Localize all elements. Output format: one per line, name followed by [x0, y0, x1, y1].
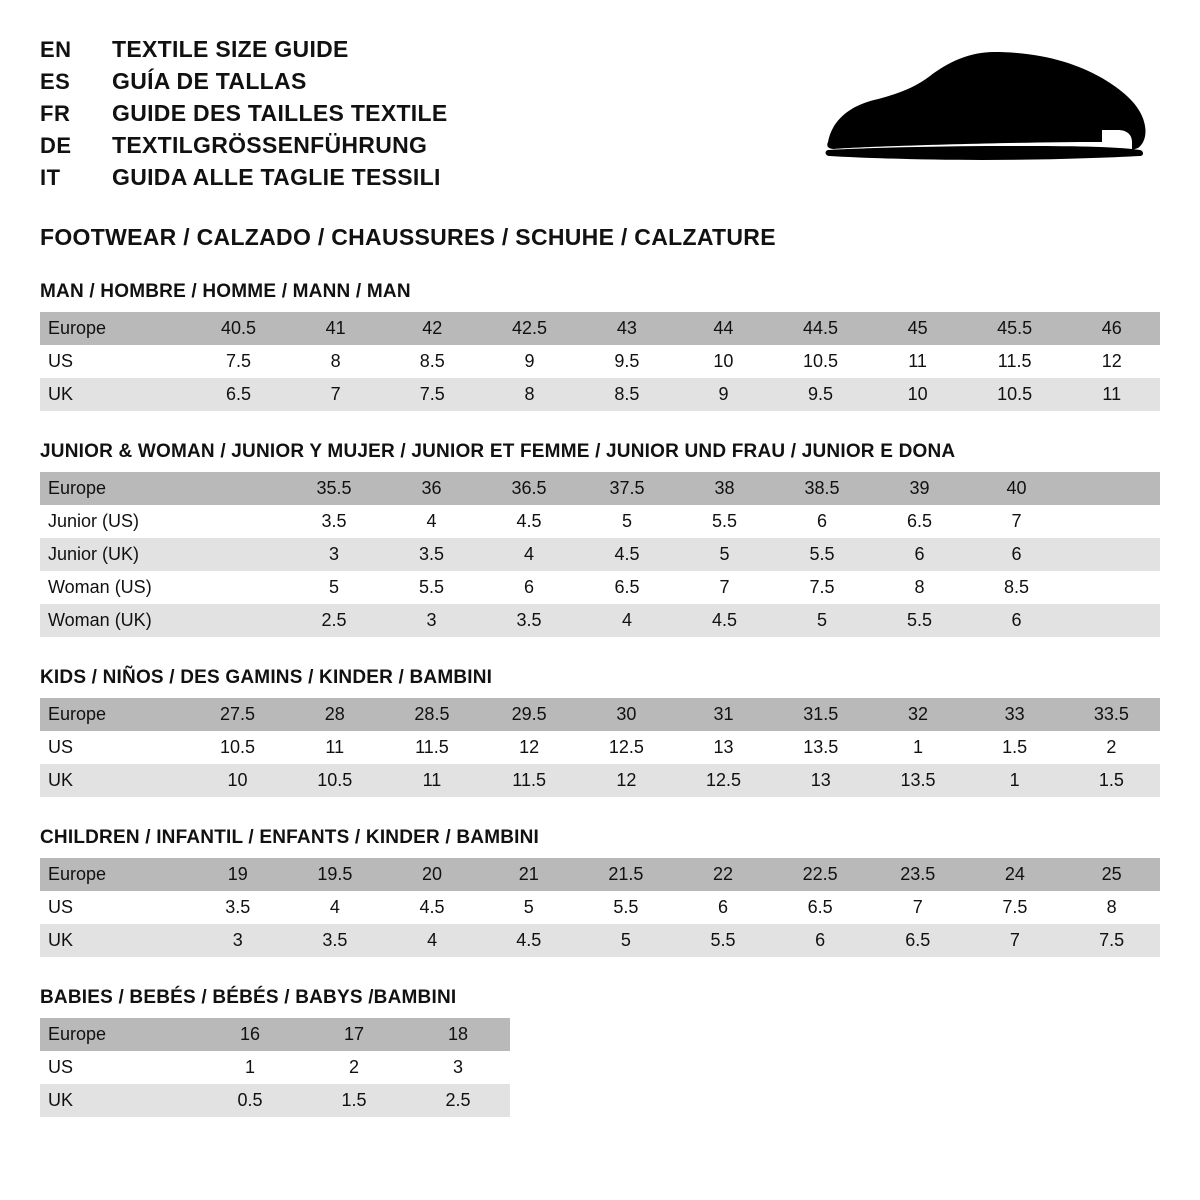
- cell: 7: [676, 571, 773, 604]
- cell: 5.5: [773, 538, 871, 571]
- table-row: [40, 472, 1160, 505]
- cell: 7: [968, 505, 1065, 538]
- cell: 10.5: [286, 764, 383, 797]
- cell: 9: [481, 345, 579, 378]
- language-code: DE: [40, 133, 72, 158]
- cell: 7: [869, 891, 967, 924]
- cell: 6.5: [771, 891, 869, 924]
- language-title: TEXTILE SIZE GUIDE: [112, 36, 349, 62]
- cell: 18: [406, 1018, 510, 1051]
- table-row: [40, 764, 1160, 797]
- cell: 4: [480, 538, 578, 571]
- table-group-junior-woman: [40, 441, 1160, 637]
- cell: 12: [1064, 345, 1160, 378]
- table-row: [40, 538, 1160, 571]
- cell: 8: [287, 345, 383, 378]
- cell: 6.5: [578, 571, 676, 604]
- cell: 6: [968, 538, 1065, 571]
- table-group-man: [40, 281, 1160, 411]
- cell: 3.5: [189, 891, 286, 924]
- size-table-kids: [40, 698, 1160, 797]
- cell: 30: [578, 698, 675, 731]
- row-label: Europe: [40, 312, 190, 345]
- cell: 4: [383, 505, 480, 538]
- cell: 11: [1064, 378, 1160, 411]
- cell: 0.5: [198, 1084, 302, 1117]
- cell: 6: [675, 891, 772, 924]
- row-label: US: [40, 345, 190, 378]
- cell: 11.5: [383, 731, 480, 764]
- row-label: Europe: [40, 472, 190, 505]
- cell: 3: [383, 604, 480, 637]
- cell: 36: [383, 472, 480, 505]
- table-row: [40, 1051, 510, 1084]
- cell: 5: [480, 891, 577, 924]
- cell: 4.5: [384, 891, 481, 924]
- cell: 4: [384, 924, 481, 957]
- cell: 9.5: [578, 345, 675, 378]
- table-row: [40, 345, 1160, 378]
- cell: 11: [383, 764, 480, 797]
- cell: 5.5: [577, 891, 675, 924]
- table-row: [40, 698, 1160, 731]
- cell: 5.5: [676, 505, 773, 538]
- cell: 11.5: [966, 345, 1064, 378]
- cell: 8.5: [578, 378, 675, 411]
- group-title: BABIES / BEBÉS / BÉBÉS / BABYS /BAMBINI: [40, 987, 457, 1008]
- cell: 33: [967, 698, 1063, 731]
- cell: 1: [198, 1051, 302, 1084]
- cell: 20: [384, 858, 481, 891]
- cell: 32: [869, 698, 966, 731]
- row-label: UK: [40, 378, 190, 411]
- cell: 6.5: [871, 505, 968, 538]
- cell: 4: [578, 604, 676, 637]
- table-group-children: [40, 827, 1160, 957]
- cell: 36.5: [480, 472, 578, 505]
- cell: [1065, 538, 1160, 571]
- cell: 41: [287, 312, 383, 345]
- group-title: JUNIOR & WOMAN / JUNIOR Y MUJER / JUNIOR ET FEMME / JUNIOR UND FRAU / JUNIOR E DONA: [40, 441, 956, 462]
- cell: 6.5: [869, 924, 967, 957]
- cell: [190, 472, 285, 505]
- cell: 28: [286, 698, 383, 731]
- cell: [190, 505, 285, 538]
- cell: 28.5: [383, 698, 480, 731]
- cell: 9: [675, 378, 771, 411]
- cell: 7: [287, 378, 383, 411]
- table-row: [40, 1018, 510, 1051]
- cell: 21.5: [577, 858, 675, 891]
- table-row: [40, 505, 1160, 538]
- row-label: Woman (US): [40, 571, 190, 604]
- language-code: EN: [40, 37, 72, 62]
- cell: 5.5: [675, 924, 772, 957]
- cell: 37.5: [578, 472, 676, 505]
- cell: 29.5: [481, 698, 578, 731]
- cell: 8.5: [384, 345, 481, 378]
- cell: 3.5: [286, 924, 384, 957]
- cell: 5.5: [871, 604, 968, 637]
- cell: 8.5: [968, 571, 1065, 604]
- cell: 12: [578, 764, 675, 797]
- language-code: ES: [40, 69, 71, 94]
- language-title: GUÍA DE TALLAS: [112, 68, 307, 94]
- table-row: [40, 378, 1160, 411]
- cell: 7: [967, 924, 1064, 957]
- cell: [190, 604, 285, 637]
- cell: 40: [968, 472, 1065, 505]
- language-code: IT: [40, 165, 61, 190]
- cell: 19.5: [286, 858, 384, 891]
- size-table-children: [40, 858, 1160, 957]
- category-heading: FOOTWEAR / CALZADO / CHAUSSURES / SCHUHE / CALZATURE: [40, 224, 776, 250]
- cell: 11.5: [481, 764, 578, 797]
- cell: 24: [967, 858, 1064, 891]
- dress-shoe-icon: [802, 50, 1152, 180]
- cell: 22: [675, 858, 772, 891]
- table-row: [40, 1084, 510, 1117]
- cell: 7.5: [384, 378, 481, 411]
- row-label: UK: [40, 924, 189, 957]
- cell: 5: [285, 571, 383, 604]
- cell: 22.5: [771, 858, 869, 891]
- cell: 10.5: [772, 345, 870, 378]
- table-row: [40, 891, 1160, 924]
- group-title: MAN / HOMBRE / HOMME / MANN / MAN: [40, 281, 411, 302]
- cell: 1.5: [967, 731, 1063, 764]
- cell: 1.5: [1063, 764, 1160, 797]
- cell: 38: [676, 472, 773, 505]
- cell: 42: [384, 312, 481, 345]
- cell: 8: [871, 571, 968, 604]
- cell: 11: [869, 345, 965, 378]
- row-label: US: [40, 731, 189, 764]
- row-label: Junior (US): [40, 505, 190, 538]
- cell: 6: [771, 924, 869, 957]
- cell: 16: [198, 1018, 302, 1051]
- cell: 4.5: [578, 538, 676, 571]
- table-row: [40, 604, 1160, 637]
- language-code: FR: [40, 101, 71, 126]
- cell: 38.5: [773, 472, 871, 505]
- cell: 7.5: [190, 345, 288, 378]
- cell: 4.5: [676, 604, 773, 637]
- cell: 5: [578, 505, 676, 538]
- row-label: UK: [40, 1084, 198, 1117]
- cell: 4.5: [480, 505, 578, 538]
- cell: [1065, 604, 1160, 637]
- cell: 39: [871, 472, 968, 505]
- cell: 2.5: [406, 1084, 510, 1117]
- cell: 35.5: [285, 472, 383, 505]
- cell: 2: [1063, 731, 1160, 764]
- cell: 10: [189, 764, 286, 797]
- row-label: UK: [40, 764, 189, 797]
- cell: 25: [1063, 858, 1160, 891]
- cell: 5.5: [383, 571, 480, 604]
- cell: 12.5: [578, 731, 675, 764]
- language-title: GUIDE DES TAILLES TEXTILE: [112, 100, 448, 126]
- cell: 45: [869, 312, 965, 345]
- cell: 40.5: [190, 312, 288, 345]
- cell: 2.5: [285, 604, 383, 637]
- cell: [1065, 472, 1160, 505]
- cell: 7.5: [967, 891, 1064, 924]
- cell: 33.5: [1063, 698, 1160, 731]
- cell: 13: [675, 731, 772, 764]
- cell: 21: [480, 858, 577, 891]
- table-group-babies: [40, 987, 1160, 1117]
- cell: 12.5: [675, 764, 772, 797]
- cell: 5: [773, 604, 871, 637]
- cell: 42.5: [481, 312, 579, 345]
- cell: 3: [189, 924, 286, 957]
- row-label: Europe: [40, 698, 189, 731]
- cell: 44: [675, 312, 771, 345]
- cell: 44.5: [772, 312, 870, 345]
- cell: [1065, 571, 1160, 604]
- table-row: [40, 924, 1160, 957]
- cell: 10: [675, 345, 771, 378]
- cell: 4: [286, 891, 384, 924]
- cell: 8: [481, 378, 579, 411]
- cell: 45.5: [966, 312, 1064, 345]
- cell: 8: [1063, 891, 1160, 924]
- cell: [1065, 505, 1160, 538]
- cell: 7.5: [1063, 924, 1160, 957]
- cell: 3.5: [383, 538, 480, 571]
- cell: 3: [285, 538, 383, 571]
- table-row: [40, 571, 1160, 604]
- cell: 6: [871, 538, 968, 571]
- cell: 17: [302, 1018, 406, 1051]
- table-row: [40, 731, 1160, 764]
- cell: 10.5: [966, 378, 1064, 411]
- cell: 43: [578, 312, 675, 345]
- row-label: US: [40, 891, 189, 924]
- cell: 5: [577, 924, 675, 957]
- cell: 9.5: [772, 378, 870, 411]
- size-table-man: [40, 312, 1160, 411]
- cell: [190, 538, 285, 571]
- group-title: CHILDREN / INFANTIL / ENFANTS / KINDER / BAMBINI: [40, 827, 540, 848]
- cell: 31: [675, 698, 772, 731]
- cell: 1.5: [302, 1084, 406, 1117]
- cell: 1: [869, 731, 966, 764]
- language-title: GUIDA ALLE TAGLIE TESSILI: [112, 164, 441, 190]
- group-title: KIDS / NIÑOS / DES GAMINS / KINDER / BAMBINI: [40, 667, 493, 688]
- row-label: US: [40, 1051, 198, 1084]
- cell: 23.5: [869, 858, 967, 891]
- cell: 3: [406, 1051, 510, 1084]
- cell: 13: [772, 764, 869, 797]
- table-row: [40, 312, 1160, 345]
- cell: 11: [286, 731, 383, 764]
- cell: 6: [968, 604, 1065, 637]
- cell: 3.5: [285, 505, 383, 538]
- row-label: Europe: [40, 858, 189, 891]
- table-row: [40, 858, 1160, 891]
- cell: 4.5: [480, 924, 577, 957]
- cell: 12: [481, 731, 578, 764]
- cell: 10: [869, 378, 965, 411]
- cell: [190, 571, 285, 604]
- row-label: Europe: [40, 1018, 198, 1051]
- cell: 5: [676, 538, 773, 571]
- cell: 1: [967, 764, 1063, 797]
- cell: 6.5: [190, 378, 288, 411]
- row-label: Junior (UK): [40, 538, 190, 571]
- cell: 3.5: [480, 604, 578, 637]
- cell: 13.5: [772, 731, 869, 764]
- cell: 27.5: [189, 698, 286, 731]
- row-label: Woman (UK): [40, 604, 190, 637]
- cell: 2: [302, 1051, 406, 1084]
- size-table-babies: [40, 1018, 510, 1117]
- cell: 6: [480, 571, 578, 604]
- cell: 7.5: [773, 571, 871, 604]
- cell: 10.5: [189, 731, 286, 764]
- cell: 46: [1064, 312, 1160, 345]
- cell: 13.5: [869, 764, 966, 797]
- table-group-kids: [40, 667, 1160, 797]
- cell: 19: [189, 858, 286, 891]
- cell: 31.5: [772, 698, 869, 731]
- cell: 6: [773, 505, 871, 538]
- size-table-junior-woman: [40, 472, 1160, 637]
- language-title: TEXTILGRÖSSENFÜHRUNG: [112, 132, 428, 158]
